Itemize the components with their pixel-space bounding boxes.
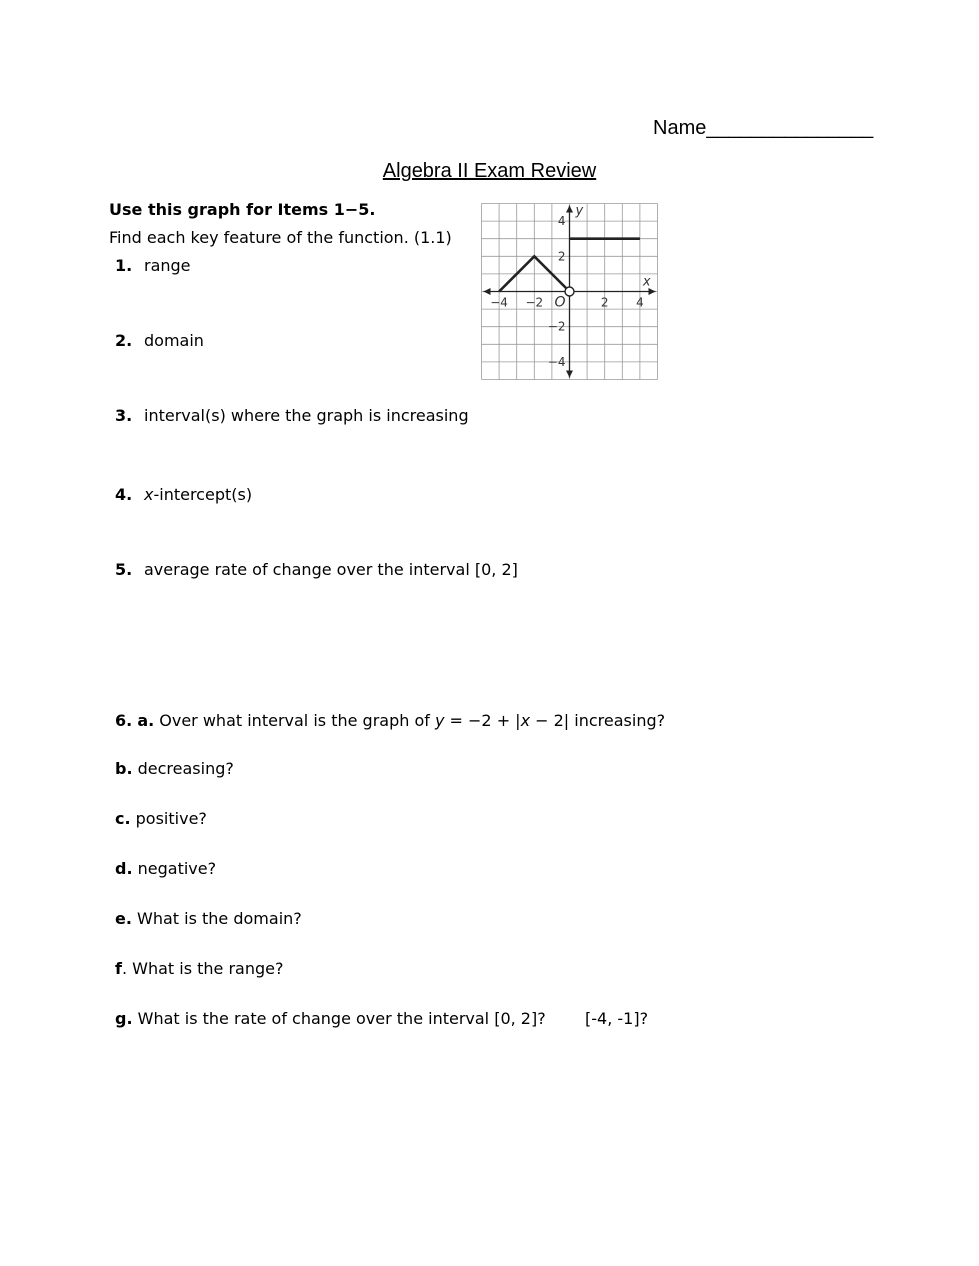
open-endpoint	[565, 287, 574, 296]
name-field-label: Name_______________	[653, 117, 874, 139]
question-number: 2.	[115, 331, 133, 350]
page-title: Algebra II Exam Review	[382, 160, 597, 182]
question-3	[115, 406, 469, 425]
question-6g-second-interval: [-4, -1]?	[585, 1009, 649, 1028]
question-number: 5.	[115, 560, 133, 579]
origin-label: O	[554, 294, 566, 311]
y-axis-arrow-up	[566, 206, 573, 213]
question-6b	[115, 759, 234, 778]
question-6a	[115, 711, 665, 730]
question-text: decreasing?	[132, 759, 234, 778]
part-label: f	[115, 959, 122, 978]
question-number: 3.	[115, 406, 133, 425]
question-text: Over what interval is the graph of	[154, 711, 435, 730]
var-x: x	[520, 711, 531, 730]
question-text: range	[144, 256, 191, 275]
y-axis-label: y	[575, 203, 584, 219]
question-6d	[115, 859, 216, 878]
var-y: y	[434, 711, 445, 730]
question-number: 6.	[115, 711, 133, 730]
question-text: − 2| increasing?	[530, 711, 666, 730]
part-label: d.	[115, 859, 133, 878]
question-6f	[115, 959, 284, 978]
graph-prompt: Find each key feature of the function. (1.1)	[109, 228, 452, 247]
question-text: domain	[144, 331, 204, 350]
x-tick-label: 4	[636, 295, 644, 310]
x-axis-label: x	[642, 274, 651, 290]
question-text: . What is the range?	[121, 959, 284, 978]
function-graph	[481, 203, 658, 380]
question-2	[115, 331, 204, 350]
question-text: average rate of change over the interval [0, 2]	[144, 560, 518, 579]
graph-instruction: Use this graph for Items 1−5.	[109, 200, 376, 219]
question-text: interval(s) where the graph is increasing	[144, 406, 469, 425]
question-5	[115, 560, 518, 579]
question-variable: x	[144, 485, 154, 504]
question-1	[115, 256, 191, 275]
question-text: What is the domain?	[131, 909, 302, 928]
question-6e	[115, 909, 302, 928]
question-text: What is the rate of change over the interval [0, 2]?	[132, 1009, 546, 1028]
question-number: 1.	[115, 256, 133, 275]
question-6g	[115, 1009, 546, 1028]
question-number: 4.	[115, 485, 133, 504]
y-tick-label: 4	[557, 214, 566, 229]
part-label: e.	[115, 909, 132, 928]
question-text: -intercept(s)	[153, 485, 253, 504]
part-label: g.	[115, 1009, 133, 1028]
y-tick-label: 2	[557, 249, 566, 264]
x-tick-label: −2	[525, 295, 544, 310]
y-tick-label: −2	[547, 319, 566, 334]
x-tick-label: 2	[600, 295, 609, 310]
question-text: = −2 + |	[444, 711, 521, 730]
y-tick-label: −4	[547, 354, 566, 369]
question-6c	[115, 809, 207, 828]
y-axis-arrow-down	[566, 371, 573, 378]
x-axis-arrow-left	[484, 288, 491, 295]
question-text: negative?	[132, 859, 217, 878]
question-text: positive?	[130, 809, 207, 828]
x-tick-label: −4	[490, 295, 508, 310]
part-label: c.	[115, 809, 131, 828]
part-label: a.	[137, 711, 155, 730]
part-label: b.	[115, 759, 133, 778]
question-4	[115, 485, 252, 504]
